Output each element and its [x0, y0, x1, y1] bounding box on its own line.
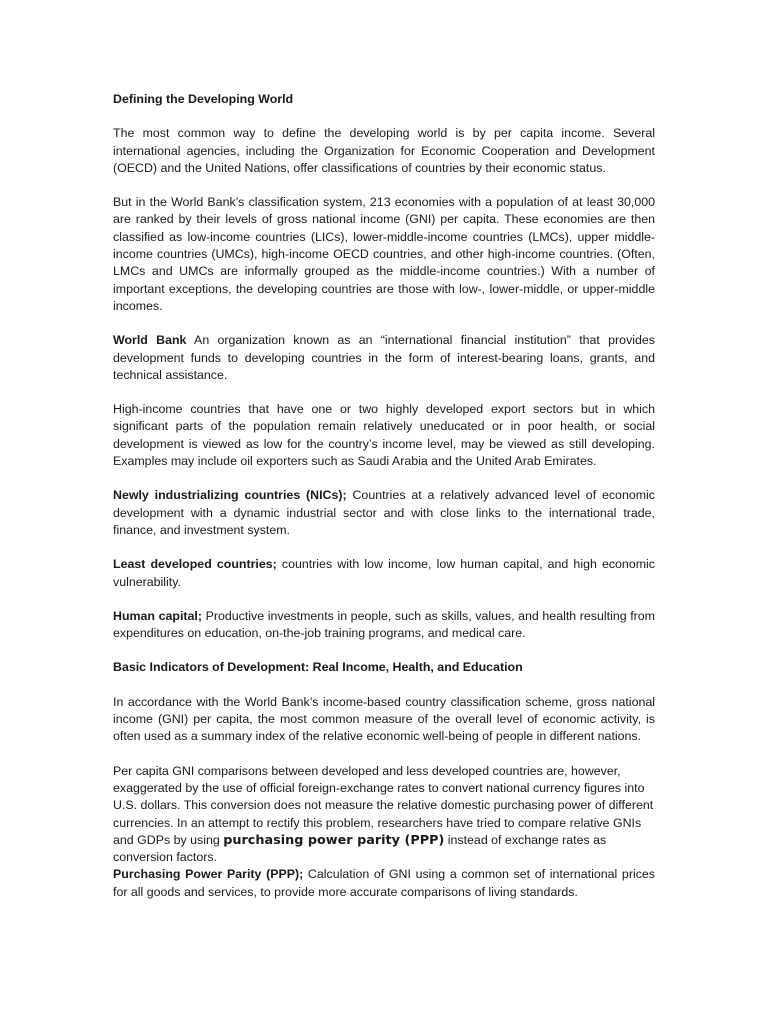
paragraph-definition: The most common way to define the developing world is by per capita income. Several international agencies, including the Organization for Economic Cooperation and Development (OECD) and the United Nations, offer classifications of countries by their economic status. [113, 126, 655, 175]
paragraph-gni-comparisons [113, 763, 655, 867]
section-heading-basic-indicators: Basic Indicators of Development: Real Income, Health, and Education [113, 660, 523, 675]
definition-text-ppp: Calculation of GNI using a common set of international prices for all goods and services, to provide more accurate comparisons of living standards. [113, 867, 655, 899]
term-nics: Newly industrializing countries (NICs); [113, 488, 347, 503]
definition-nics [113, 487, 655, 539]
definition-world-bank [113, 332, 655, 384]
definition-text-human-capital: Productive investments in people, such as skills, values, and health resulting from expenditures on education, on-the-job training programs, and medical care. [113, 608, 655, 641]
term-human-capital: Human capital; [113, 608, 202, 623]
definition-ldcs [113, 556, 655, 591]
definition-human-capital [113, 608, 655, 643]
paragraph-world-bank-classification: But in the World Bank’s classification system, 213 economies with a population of at least 30,000 are ranked by their levels of gross national income (GNI) per capita. These economies are then classified as low-income countries (LICs), lower-middle-income countries (LMCs), upper middle-income countries (UMCs), high-income OECD countries, and other high-income countries. (Often, LMCs and UMCs are informally grouped as the middle-income countries.) With a number of important exceptions, the developing countries are those with low-, lower-middle, or upper-middle incomes. [113, 195, 655, 313]
term-world-bank: World Bank [113, 333, 187, 348]
gni-comparisons-text-before: Per capita GNI comparisons between developed and less developed countries are, however, exaggerated by the use of official foreign-exchange rates to convert national currency figures into U.S. dollars. This conversion does not measure the relative domestic purchasing power of different currencies. In an attempt to rectify this problem, researchers have tried to compare relative GNIs and GDPs by using [113, 763, 654, 847]
gni-comparisons-text-after: instead of exchange rates as conversion factors. [113, 832, 607, 865]
term-ldcs: Least developed countries; [113, 557, 277, 572]
ppp-emphasis: purchasing power parity (PPP) [223, 832, 445, 848]
definition-text-world-bank: An organization known as an “international financial institution” that provides development funds to developing countries in the form of interest-bearing loans, grants, and technical assistance. [113, 333, 655, 382]
definition-text-ldcs: countries with low income, low human capital, and high economic vulnerability. [113, 557, 655, 589]
section-heading-defining: Defining the Developing World [113, 92, 294, 106]
paragraph-gni-per-capita: In accordance with the World Bank’s income-based country classification scheme, gross national income (GNI) per capita, the most common measure of the overall level of economic activity, is often used as a summary index of the relative economic well-being of people in different nations. [113, 694, 655, 744]
definition-text-nics: Countries at a relatively advanced level of economic development with a dynamic industrial sector and with close links to the international trade, finance, and investment system. [113, 488, 655, 537]
paragraph-high-income-exceptions: High-income countries that have one or two highly developed export sectors but in which significant parts of the population remain relatively uneducated or in poor health, or social development is viewed as low for the country’s income level, may be viewed as still developing. Examples may include oil exporters such as Saudi Arabia and the United Arab Emirates. [113, 402, 655, 469]
document-page [113, 91, 655, 918]
term-ppp: Purchasing Power Parity (PPP); [113, 867, 304, 882]
definition-ppp [113, 866, 655, 901]
